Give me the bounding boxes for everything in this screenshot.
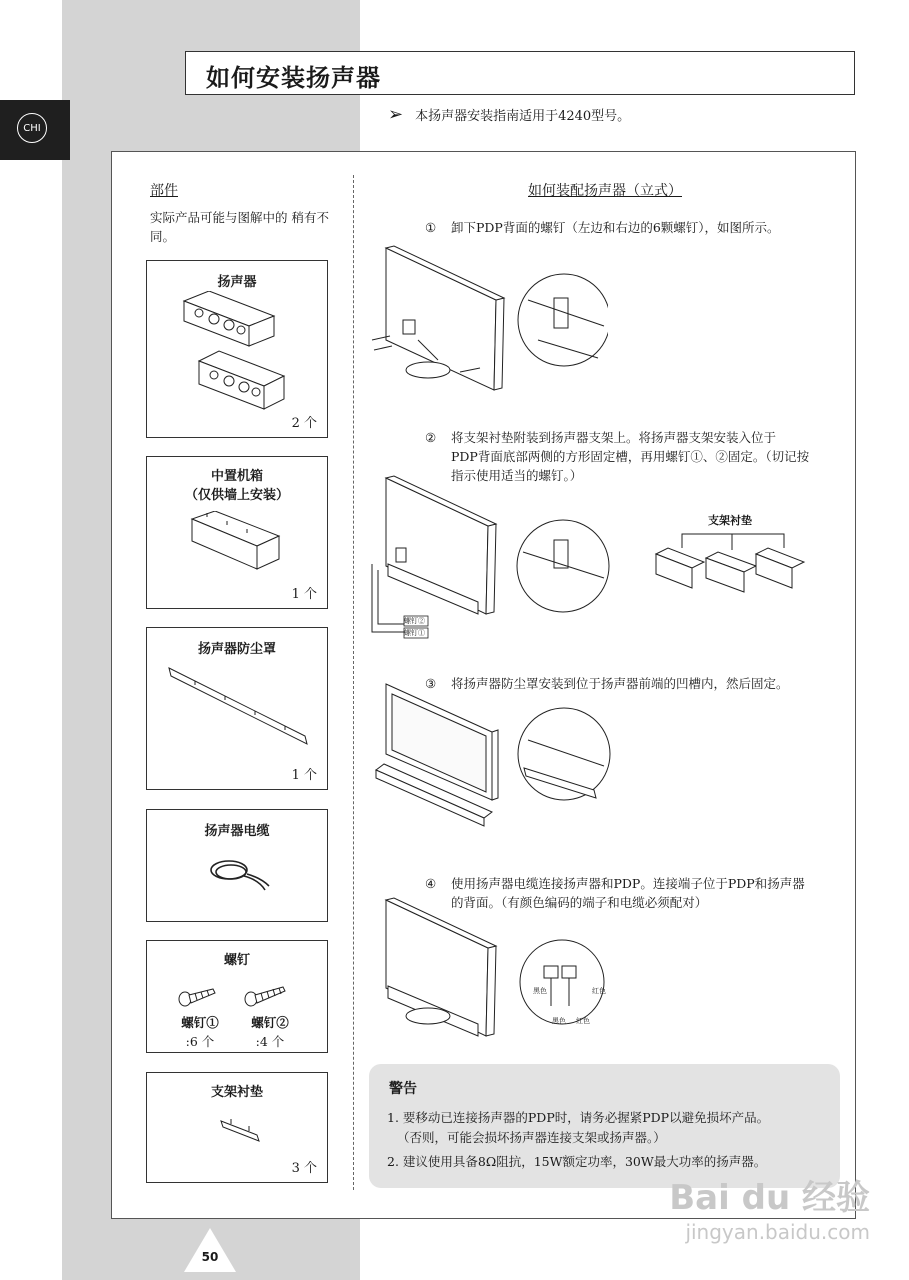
warning-item-1 [387,1108,837,1127]
part-screws-name: 螺钉 [223,953,250,968]
step-4-line1: 使用扬声器电缆连接扬声器和PDP。连接端子位于PDP和扬声器 [451,876,805,891]
language-badge: CHI [17,113,47,143]
part-dust-cover-qty: 1 个 [291,768,317,783]
warning-item-1-line1: 1. 要移动已连接扬声器的PDP时，请务必握紧PDP以避免损坏产品。 [387,1110,770,1125]
step-1-illustration [368,240,608,400]
arrow-icon: ➢ [388,104,404,125]
step-2-line1: 将支架衬垫附装到扬声器支架上。将扬声器支架安装入位于 [451,430,777,445]
speaker-illustration [179,291,299,421]
part-screws [146,940,328,1053]
title-box [185,51,855,95]
warning-item-1-line2: （否则，可能会损坏扬声器连接支架或扬声器。） [397,1130,666,1145]
screw1-icon [177,981,217,1011]
screw2-label: 螺钉② [251,1015,289,1030]
page-number: 50 [201,1250,219,1264]
black-label-bottom: 黑色 [552,1017,566,1025]
screw2-tag: 螺钉② [404,617,425,625]
model-note-text: 本扬声器安装指南适用于4240型号。 [415,109,631,124]
step-3-number: ③ [425,676,437,691]
language-tab [0,100,70,160]
part-center-cabinet [146,456,328,609]
screw2-qty: :4 个 [255,1034,285,1049]
red-label-right: 红色 [592,987,606,995]
parts-title: 部件 [150,183,178,199]
part-speaker [146,260,328,438]
watermark-brand: Bai du 经验 [669,1178,870,1218]
red-label-bottom: 红色 [576,1017,590,1025]
model-note [388,104,630,125]
part-speaker-cable-name: 扬声器电缆 [204,824,270,839]
part-speaker-cable [146,809,328,922]
step-4-illustration [368,896,608,1046]
watermark [640,1168,870,1268]
bracket-pad-illustration [652,528,812,598]
step-4-line2: 的背面。（有颜色编码的端子和电缆必须配对） [451,895,708,910]
part-bracket-pad [146,1072,328,1183]
screw1-tag: 螺钉① [404,629,425,637]
part-dust-cover-name: 扬声器防尘罩 [197,642,276,657]
bracket-pad-icon [217,1115,267,1145]
part-dust-cover [146,627,328,790]
bracket-pad-label: 支架衬垫 [708,514,752,527]
step-1 [425,218,835,237]
warning-title: 警告 [389,1081,417,1097]
dust-cover-illustration [165,664,315,754]
step-1-text: 卸下PDP背面的螺钉（左边和右边的6颗螺钉），如图所示。 [451,220,780,235]
screw1-label: 螺钉① [181,1015,219,1030]
part-center-cabinet-subname: （仅供墙上安装） [184,488,289,503]
part-center-cabinet-qty: 1 个 [291,587,317,602]
step-4-number: ④ [425,876,437,891]
screw1-qty: :6 个 [185,1034,215,1049]
assembly-title: 如何装配扬声器（立式） [528,183,682,199]
part-bracket-pad-name: 支架衬垫 [210,1085,263,1100]
watermark-url: jingyan.baidu.com [685,1220,870,1244]
black-label-left: 黑色 [533,987,547,995]
column-divider [353,175,354,1190]
parts-note: 实际产品可能与图解中的 稍有不同。 [150,210,329,244]
page-title: 如何安装扬声器 [206,63,381,92]
step-3-text: 将扬声器防尘罩安装到位于扬声器前端的凹槽内，然后固定。 [451,676,789,691]
warning-item-2: 2. 建议使用具备8Ω阻抗，15W额定功率，30W最大功率的扬声器。 [387,1154,767,1169]
cabinet-illustration [187,511,287,581]
step-2-line3: 指示使用适当的螺钉。） [451,468,583,483]
part-speaker-name: 扬声器 [217,275,257,290]
part-bracket-pad-qty: 3 个 [291,1161,317,1176]
part-speaker-qty: 2 个 [291,416,317,431]
step-3-illustration [368,680,613,830]
step-2-number: ② [425,430,437,445]
screw2-icon [243,981,287,1011]
step-2-line2: PDP背面底部两侧的方形固定槽，再用螺钉①、②固定。（切记按 [451,449,810,464]
part-center-cabinet-name: 中置机箱 [210,469,263,484]
cable-icon [199,850,279,900]
step-1-number: ① [425,220,437,235]
